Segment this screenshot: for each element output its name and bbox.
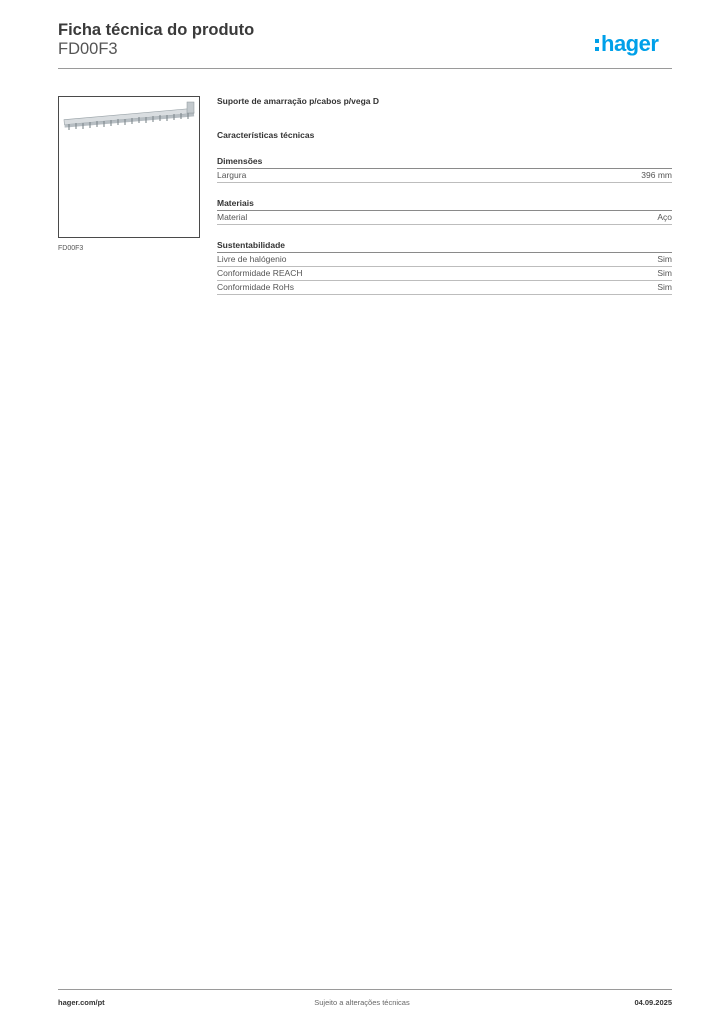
spec-label: Livre de halógenio [217,254,287,264]
spec-row [217,253,672,267]
product-name: Suporte de amarração p/cabos p/vega D [217,96,380,106]
group-title: Dimensões [217,156,672,169]
spec-group-dimensions [217,156,672,183]
spec-row [217,267,672,281]
footer-date: 04.09.2025 [634,998,672,1007]
spec-label: Largura [217,170,247,180]
spec-group-sustainability [217,240,672,295]
group-title: Sustentabilidade [217,240,672,253]
group-title: Materiais [217,198,672,211]
spec-value: Sim [657,282,672,292]
document-title: Ficha técnica do produto [58,21,255,39]
spec-row [217,169,672,183]
product-image-frame [58,96,200,238]
spec-row [217,211,672,225]
spec-value: Aço [657,212,672,222]
spec-label: Conformidade RoHs [217,282,295,292]
header-divider [58,68,672,69]
spec-content [217,96,672,295]
spec-label: Material [217,212,248,222]
footer-website-link[interactable]: hager.com/pt [58,998,105,1007]
spec-value: 396 mm [641,170,672,180]
hager-logo [593,28,675,58]
spec-label: Conformidade REACH [217,268,303,278]
spec-group-materials [217,198,672,225]
spec-row [217,281,672,295]
footer-notice: Sujeito a alterações técnicas [314,998,410,1007]
image-caption: FD00F3 [58,245,84,252]
svg-text:hager: hager [601,31,659,56]
section-heading: Características técnicas [217,130,315,140]
spec-value: Sim [657,254,672,264]
spec-value: Sim [657,268,672,278]
footer-divider [58,989,672,990]
product-code: FD00F3 [58,40,118,58]
cable-tie-bar-product-image [59,97,199,237]
